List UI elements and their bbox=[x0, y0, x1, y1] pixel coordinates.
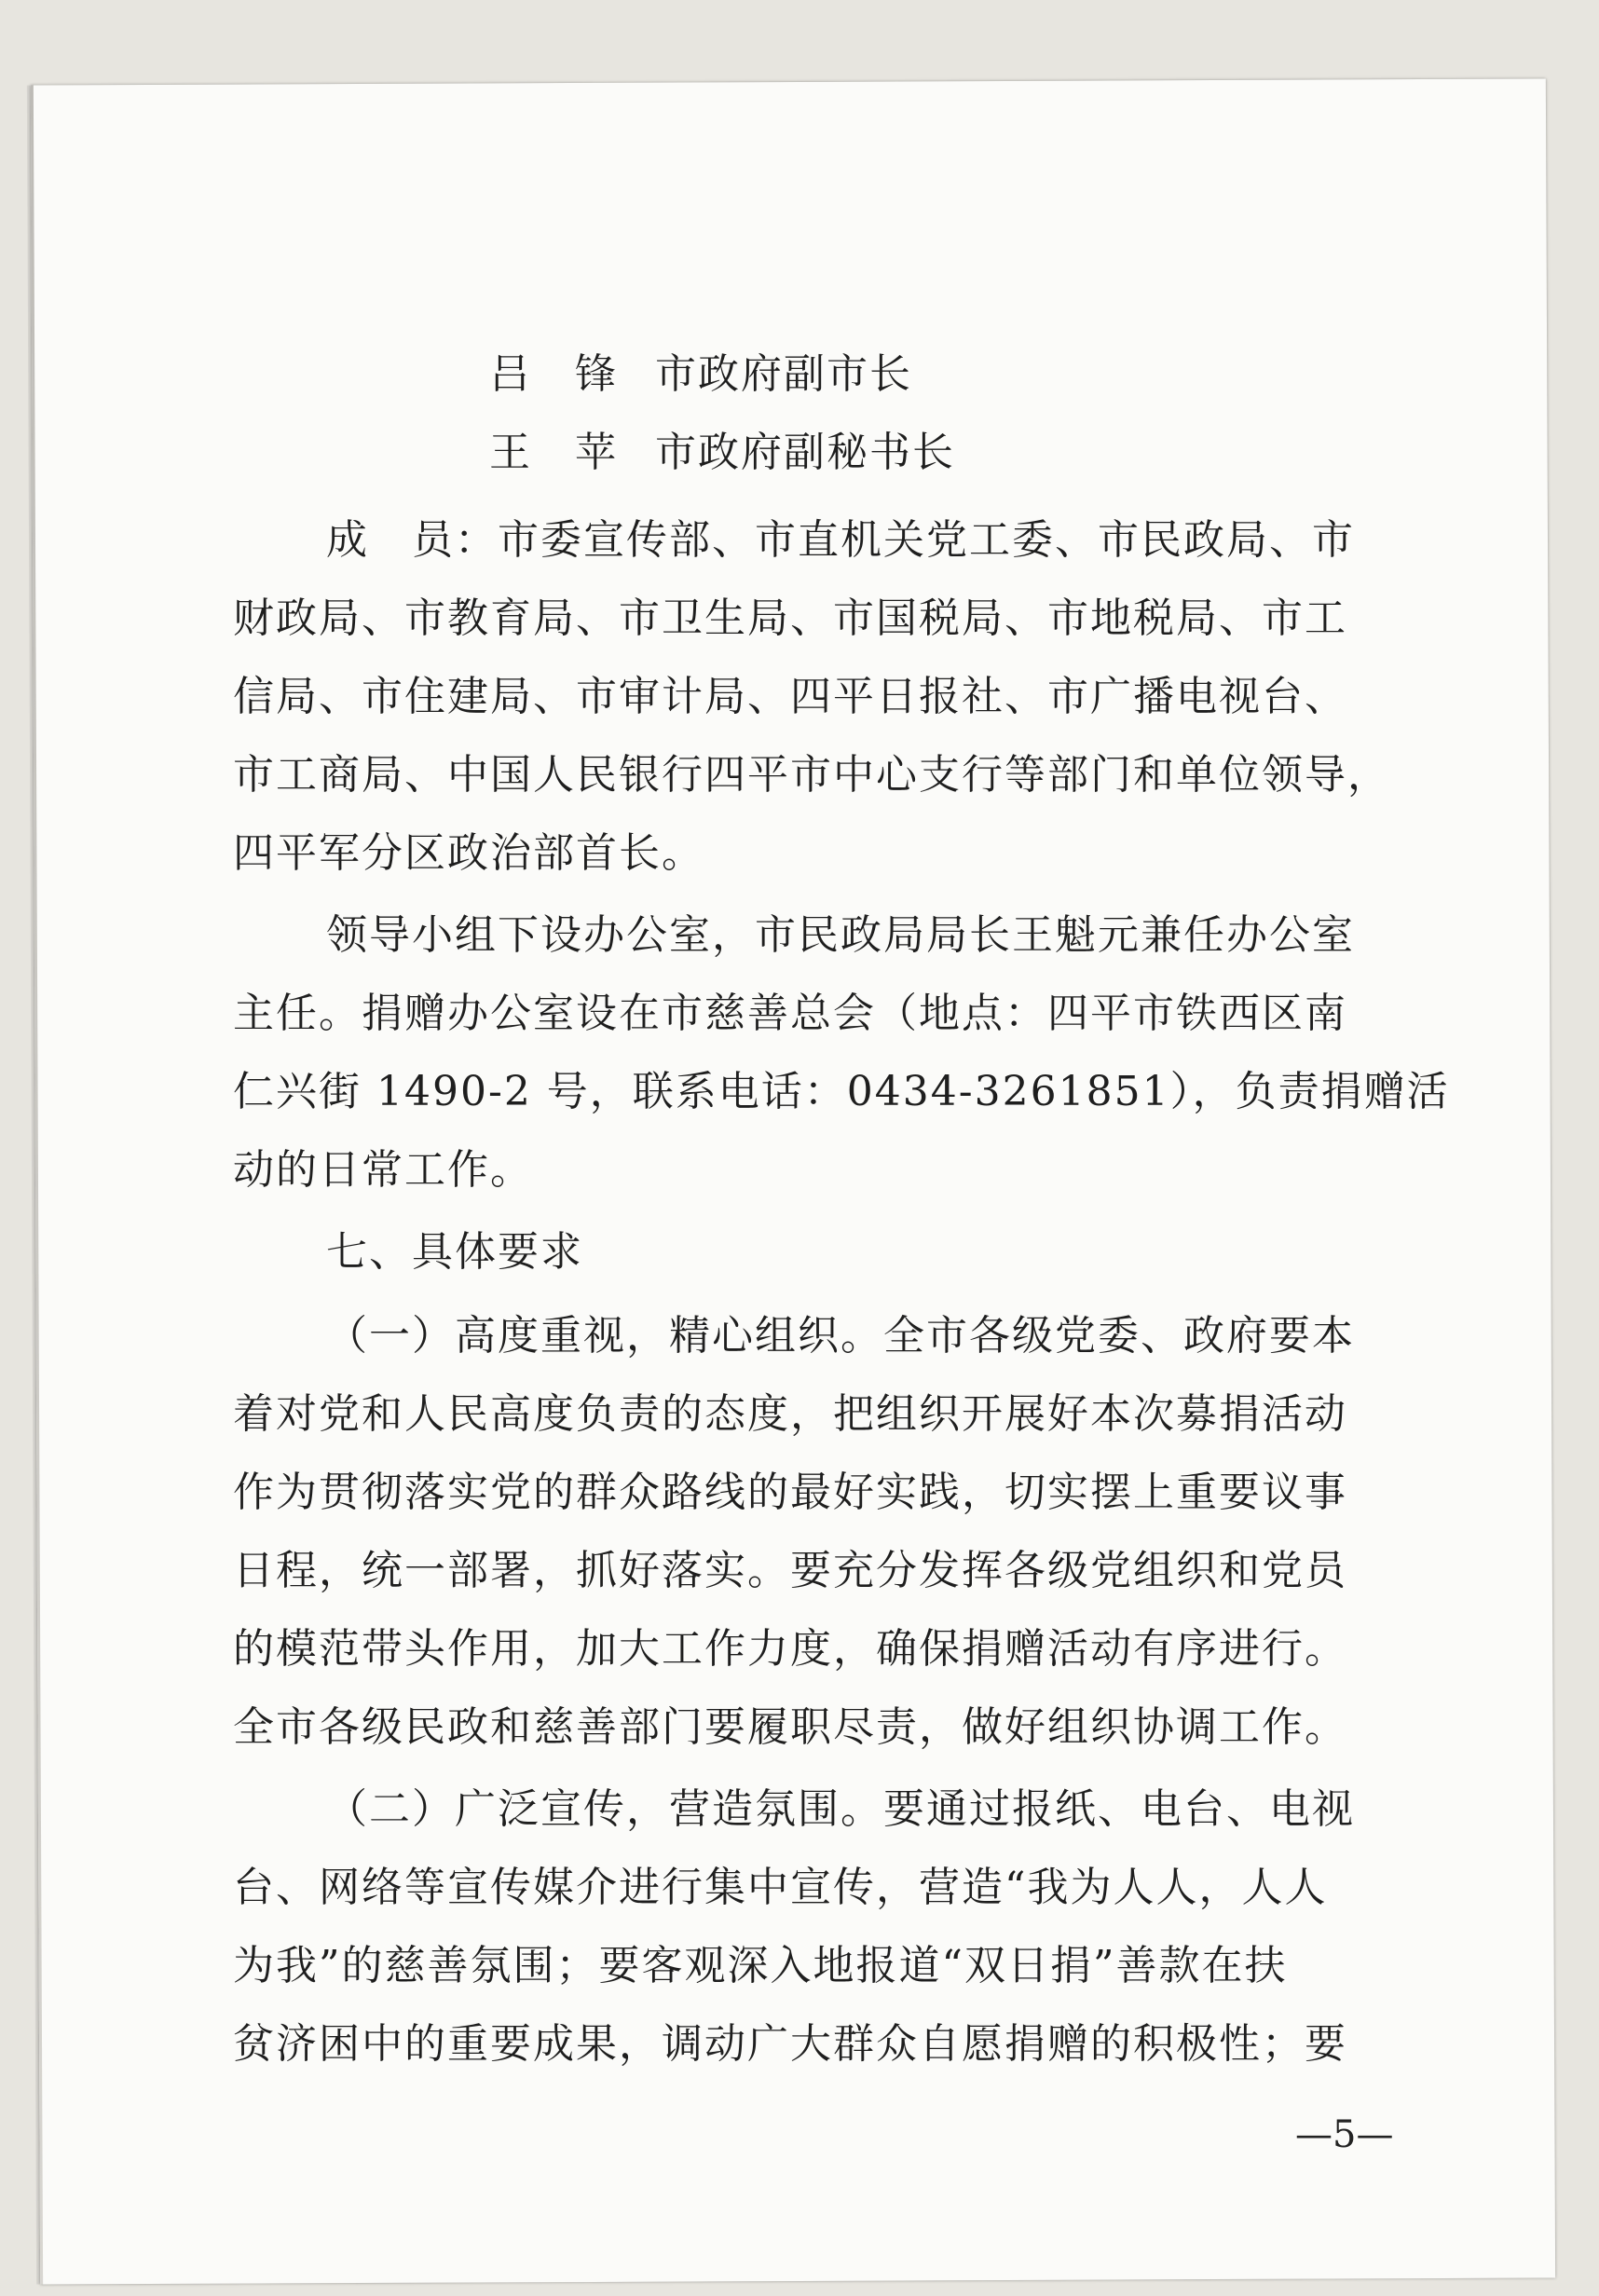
members-line: 信局、市住建局、市审计局、四平日报社、市广播电视台、 bbox=[233, 673, 1347, 720]
leader-name: 吕 锋 bbox=[489, 350, 618, 398]
paragraph-line: （二）广泛宣传，营造氛围。要通过报纸、电台、电视 bbox=[326, 1785, 1355, 1833]
leader-line-1 bbox=[489, 340, 912, 400]
paragraph-line: 着对党和人民高度负责的态度，把组织开展好本次募捐活动 bbox=[233, 1390, 1347, 1438]
paragraph-line: 全市各级民政和慈善部门要履职尽责，做好组织协调工作。 bbox=[233, 1703, 1347, 1751]
office-line: 领导小组下设办公室，市民政局局长王魁元兼任办公室 bbox=[326, 911, 1355, 959]
paragraph-line: 作为贯彻落实党的群众路线的最好实践，切实摆上重要议事 bbox=[233, 1469, 1347, 1516]
leader-name: 王 苹 bbox=[489, 429, 618, 476]
paragraph-line: 为我”的慈善氛围；要客观深入地报道“双日捐”善款在扶 bbox=[233, 1942, 1288, 1989]
paragraph-line: 日程，统一部署，抓好落实。要充分发挥各级党组织和党员 bbox=[233, 1547, 1347, 1594]
paragraph-line: 贫济困中的重要成果，调动广大群众自愿捐赠的积极性；要 bbox=[233, 2020, 1347, 2068]
paragraph-line: 的模范带头作用，加大工作力度，确保捐赠活动有序进行。 bbox=[233, 1625, 1347, 1673]
office-line: 仁兴街 1490-2 号，联系电话：0434-3261851），负责捐赠活 bbox=[233, 1068, 1450, 1115]
members-line: 四平军分区政治部首长。 bbox=[233, 829, 704, 877]
members-line: 财政局、市教育局、市卫生局、市国税局、市地税局、市工 bbox=[233, 594, 1347, 642]
members-line: 成 员：市委宣传部、市直机关党工委、市民政局、市 bbox=[326, 516, 1355, 564]
page-edge bbox=[31, 86, 43, 2285]
office-line: 主任。捐赠办公室设在市慈善总会（地点：四平市铁西区南 bbox=[233, 990, 1347, 1037]
leader-line-2 bbox=[489, 418, 955, 478]
office-line: 动的日常工作。 bbox=[233, 1146, 533, 1194]
paragraph-line: （一）高度重视，精心组织。全市各级党委、政府要本 bbox=[326, 1312, 1355, 1360]
section-heading: 七、具体要求 bbox=[326, 1228, 583, 1276]
members-line: 市工商局、中国人民银行四平市中心支行等部门和单位领导， bbox=[233, 751, 1390, 799]
page-number: —5— bbox=[1295, 2113, 1394, 2156]
leader-title: 市政府副市长 bbox=[655, 350, 912, 398]
paragraph-line: 台、网络等宣传媒介进行集中宣传，营造“我为人人，人人 bbox=[233, 1864, 1328, 1911]
leader-title: 市政府副秘书长 bbox=[655, 429, 955, 476]
